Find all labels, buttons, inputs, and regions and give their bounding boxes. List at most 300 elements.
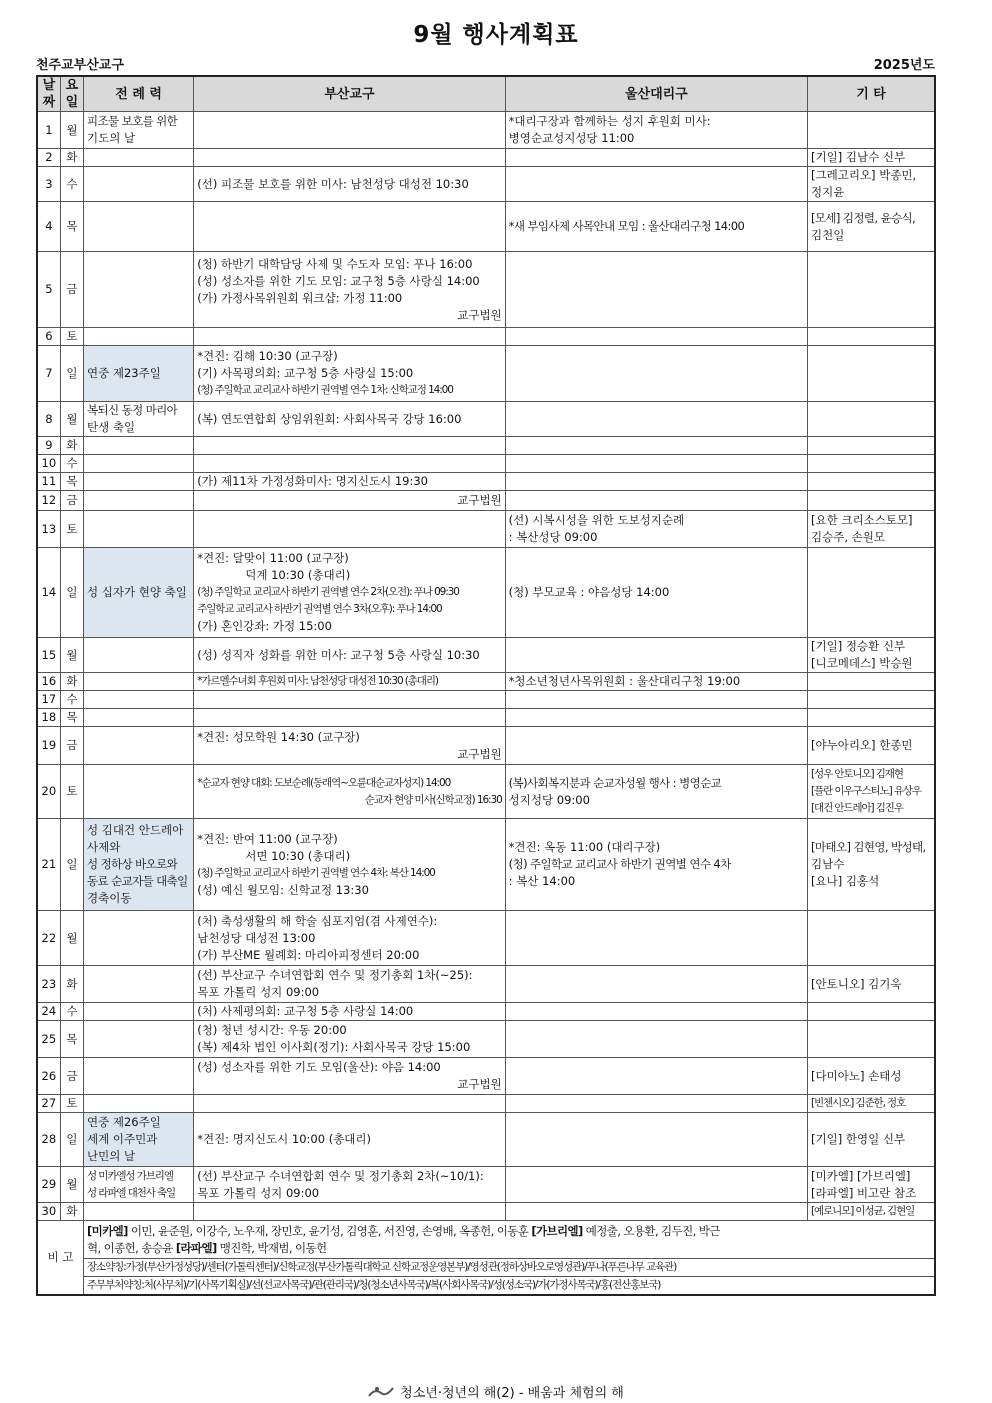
- year-label: 2025년도: [873, 58, 935, 73]
- date-cell: 12: [37, 491, 60, 511]
- col-other-header: 기 타: [808, 76, 935, 112]
- date-cell: 4: [37, 202, 60, 252]
- schedule-row: [37, 1113, 935, 1167]
- ulsan-vicariate-cell: [505, 112, 807, 149]
- day-of-week-cell: 수: [60, 167, 83, 202]
- other-cell: [808, 202, 935, 252]
- ulsan-vicariate-cell: [505, 1021, 807, 1058]
- other-line: [라파엘] 비고란 참조: [811, 1185, 917, 1200]
- schedule-row: [37, 328, 935, 346]
- schedule-row: [37, 252, 935, 328]
- liturgy-cell: [84, 765, 194, 819]
- liturgy-cell: [84, 346, 194, 402]
- busan-diocese-cell: [194, 202, 505, 252]
- other-line: [기일] 김남수 신부: [811, 150, 906, 164]
- ulsan-line: 병영순교성지성당 11:00: [508, 131, 635, 145]
- busan-line: (가) 가정사목위원회 워크샵: 가정 11:00: [197, 290, 403, 305]
- busan-line: 덕계 10:30 (총대리): [245, 568, 351, 582]
- other-cell: [808, 1203, 935, 1221]
- ulsan-vicariate-cell: [505, 455, 807, 473]
- day-of-week-cell: 토: [60, 328, 83, 346]
- ulsan-line: (복)사회복지분과 순교자성월 행사 : 병영순교: [508, 775, 722, 790]
- footer: [0, 1382, 992, 1401]
- ulsan-vicariate-cell: [505, 765, 807, 819]
- busan-diocese-cell: [194, 691, 505, 709]
- ulsan-line: *새 부임사제 사목안내 모임 : 울산대리구청 14:00: [508, 219, 745, 233]
- date-cell: 9: [37, 437, 60, 455]
- ulsan-vicariate-cell: [505, 328, 807, 346]
- ulsan-vicariate-cell: [505, 202, 807, 252]
- lit-line: 기도의 날: [87, 131, 136, 145]
- busan-diocese-cell: [194, 1167, 505, 1203]
- ulsan-vicariate-cell: [505, 1003, 807, 1021]
- other-cell: [808, 638, 935, 673]
- day-of-week-cell: 금: [60, 727, 83, 765]
- schedule-row: [37, 765, 935, 819]
- other-cell: [808, 473, 935, 491]
- lit-line: 난민의 날: [87, 1149, 136, 1163]
- lit-line: 성 정하상 바오로와: [87, 857, 178, 871]
- schedule-row: [37, 455, 935, 473]
- ulsan-vicariate-cell: [505, 548, 807, 638]
- other-cell: [808, 765, 935, 819]
- ulsan-line: *대리구장과 함께하는 성지 후원회 미사:: [508, 114, 711, 128]
- schedule-row: [37, 691, 935, 709]
- busan-line: (복) 제4차 법인 이사회(정기): 사회사목국 강당 15:00: [197, 1040, 471, 1054]
- liturgy-cell: [84, 167, 194, 202]
- date-cell: 8: [37, 402, 60, 437]
- date-cell: 30: [37, 1203, 60, 1221]
- busan-diocese-cell: [194, 455, 505, 473]
- busan-diocese-cell: [194, 966, 505, 1003]
- busan-diocese-cell: [194, 765, 505, 819]
- busan-diocese-cell: [194, 709, 505, 727]
- other-line: 김승주, 손원모: [811, 530, 885, 544]
- busan-line: *견진: 김해 10:30 (교구장): [197, 349, 338, 363]
- schedule-row: [37, 638, 935, 673]
- busan-diocese-cell: [194, 112, 505, 149]
- liturgy-cell: [84, 727, 194, 765]
- day-of-week-cell: 금: [60, 252, 83, 328]
- busan-diocese-cell: [194, 402, 505, 437]
- schedule-row: [37, 1167, 935, 1203]
- other-line: [기일] 정승환 신부: [811, 639, 906, 653]
- other-line: [대건 안드레아] 김진우: [811, 802, 903, 814]
- header-row: [37, 76, 935, 112]
- busan-diocese-cell: [194, 727, 505, 765]
- other-cell: [808, 709, 935, 727]
- other-line: [예로니모] 이성균, 김현일: [811, 1205, 915, 1217]
- other-cell: [808, 1167, 935, 1203]
- ulsan-vicariate-cell: [505, 149, 807, 167]
- day-of-week-cell: 화: [60, 966, 83, 1003]
- other-cell: [808, 548, 935, 638]
- schedule-row: [37, 1058, 935, 1095]
- other-cell: [808, 911, 935, 966]
- busan-diocese-cell: [194, 328, 505, 346]
- ulsan-vicariate-cell: [505, 638, 807, 673]
- liturgy-cell: [84, 1003, 194, 1021]
- day-of-week-cell: 일: [60, 548, 83, 638]
- busan-line: (기) 사목평의회: 교구청 5층 사랑실 15:00: [197, 366, 414, 380]
- col-liturgy-header: 전 례 력: [84, 76, 194, 112]
- other-cell: [808, 149, 935, 167]
- busan-line: (복) 연도연합회 상임위원회: 사회사목국 강당 16:00: [197, 411, 462, 426]
- busan-line: (청) 주일학교 교리교사 하반기 권역별 연수 1차: 신학교정 14:00: [197, 384, 453, 396]
- day-of-week-cell: 목: [60, 1021, 83, 1058]
- schedule-row: [37, 548, 935, 638]
- day-of-week-cell: 일: [60, 1113, 83, 1167]
- day-of-week-cell: 수: [60, 691, 83, 709]
- other-line: 김천일: [811, 227, 845, 242]
- day-of-week-cell: 목: [60, 473, 83, 491]
- lit-line: 복되신 동정 마리아: [87, 403, 178, 417]
- day-of-week-cell: 화: [60, 149, 83, 167]
- other-line: [빈첸시오] 김준한, 정호: [811, 1097, 906, 1109]
- lit-line: 피조물 보호를 위한: [87, 114, 178, 128]
- name-day-notes: [84, 1221, 936, 1259]
- busan-diocese-cell: [194, 167, 505, 202]
- other-cell: [808, 727, 935, 765]
- ulsan-vicariate-cell: [505, 1058, 807, 1095]
- day-of-week-cell: 일: [60, 819, 83, 911]
- schedule-row: [37, 112, 935, 149]
- ulsan-vicariate-cell: [505, 673, 807, 691]
- other-line: [요나] 김홍석: [811, 874, 880, 888]
- other-line: [마태오] 김현영, 박성태,: [811, 840, 926, 854]
- busan-diocese-cell: [194, 346, 505, 402]
- other-line: [다미아노] 손태성: [811, 1068, 902, 1083]
- ulsan-vicariate-cell: [505, 252, 807, 328]
- busan-line: *견진: 반여 11:00 (교구장): [197, 831, 338, 846]
- remarks-label: 비 고: [37, 1221, 84, 1296]
- lit-line: 동료 순교자들 대축일: [87, 874, 188, 888]
- liturgy-cell: [84, 402, 194, 437]
- date-cell: 16: [37, 673, 60, 691]
- date-cell: 2: [37, 149, 60, 167]
- other-cell: [808, 966, 935, 1003]
- other-cell: [808, 673, 935, 691]
- other-cell: [808, 1113, 935, 1167]
- day-of-week-cell: 수: [60, 1003, 83, 1021]
- schedule-row: [37, 473, 935, 491]
- date-cell: 28: [37, 1113, 60, 1167]
- schedule-row: [37, 1095, 935, 1113]
- other-line: [그레고리오] 박종민,: [811, 168, 917, 182]
- liturgy-cell: [84, 691, 194, 709]
- lit-line: 탄생 축일: [87, 420, 136, 434]
- busan-line: 주일학교 교리교사 하반기 권역별 연수 3차(오후): 푸나 14:00: [197, 603, 442, 615]
- busan-line: *순교자 현양 대회: 도보순례(동래역~오륜대순교자성지) 14:00: [197, 776, 451, 789]
- busan-line: (가) 혼인강좌: 가정 15:00: [197, 619, 332, 633]
- schedule-row: [37, 709, 935, 727]
- date-cell: 15: [37, 638, 60, 673]
- schedule-row: [37, 727, 935, 765]
- date-cell: 26: [37, 1058, 60, 1095]
- liturgy-cell: [84, 638, 194, 673]
- busan-line: (성) 예신 월모임: 신학교정 13:30: [197, 882, 369, 897]
- day-of-week-cell: 토: [60, 765, 83, 819]
- schedule-row: [37, 167, 935, 202]
- day-of-week-cell: 월: [60, 638, 83, 673]
- schedule-body: [37, 112, 935, 1221]
- date-cell: 10: [37, 455, 60, 473]
- busan-line: (처) 축성생활의 해 학술 심포지엄(겸 사제연수):: [197, 913, 438, 928]
- date-cell: 1: [37, 112, 60, 149]
- other-line: [니코메데스] 박승원: [811, 656, 913, 670]
- schedule-row: [37, 402, 935, 437]
- lit-line: 성 십자가 현양 축일: [87, 585, 187, 599]
- other-cell: [808, 1003, 935, 1021]
- liturgy-cell: [84, 328, 194, 346]
- footer-slogan: 청소년·청년의 해(2) - 배움과 체험의 해: [400, 1386, 624, 1401]
- day-of-week-cell: 토: [60, 511, 83, 548]
- place-abbreviations: [84, 1259, 936, 1277]
- schedule-row: [37, 1203, 935, 1221]
- col-ulsan-header: 울산대리구: [505, 76, 807, 112]
- busan-diocese-cell: [194, 1095, 505, 1113]
- date-cell: 13: [37, 511, 60, 548]
- other-cell: [808, 455, 935, 473]
- ulsan-vicariate-cell: [505, 691, 807, 709]
- ulsan-vicariate-cell: [505, 727, 807, 765]
- day-of-week-cell: 화: [60, 673, 83, 691]
- busan-line: *견진: 달맞이 11:00 (교구장): [197, 551, 349, 565]
- day-of-week-cell: 금: [60, 491, 83, 511]
- ulsan-vicariate-cell: [505, 819, 807, 911]
- other-cell: [808, 1058, 935, 1095]
- other-line: [요한 크리소스토모]: [811, 513, 913, 527]
- liturgy-cell: [84, 491, 194, 511]
- liturgy-cell: [84, 966, 194, 1003]
- liturgy-cell: [84, 548, 194, 638]
- other-line: [모세] 김정렬, 윤승식,: [811, 210, 916, 225]
- lit-line: 성 미카엘성 가브리엘: [87, 1169, 173, 1182]
- day-of-week-cell: 화: [60, 437, 83, 455]
- liturgy-cell: [84, 709, 194, 727]
- busan-diocese-cell: [194, 638, 505, 673]
- busan-line: 교구법원: [457, 493, 502, 507]
- ulsan-vicariate-cell: [505, 511, 807, 548]
- schedule-row: [37, 346, 935, 402]
- liturgy-cell: [84, 1021, 194, 1058]
- other-cell: [808, 691, 935, 709]
- schedule-row: [37, 437, 935, 455]
- busan-diocese-cell: [194, 1058, 505, 1095]
- busan-line: (청) 주일학교 교리교사 하반기 권역별 연수 4차: 복산 14:00: [197, 866, 435, 879]
- ulsan-vicariate-cell: [505, 1203, 807, 1221]
- date-cell: 5: [37, 252, 60, 328]
- busan-diocese-cell: [194, 1003, 505, 1021]
- busan-diocese-cell: [194, 911, 505, 966]
- date-cell: 29: [37, 1167, 60, 1203]
- ulsan-vicariate-cell: [505, 167, 807, 202]
- busan-diocese-cell: [194, 673, 505, 691]
- other-line: [미카엘] [가브리엘]: [811, 1168, 911, 1183]
- busan-diocese-cell: [194, 819, 505, 911]
- busan-line: 교구법원: [457, 1077, 502, 1091]
- ulsan-line: (청) 주일학교 교리교사 하반기 권역별 연수 4차: [508, 857, 731, 871]
- busan-line: *견진: 성모학원 14:30 (교구장): [197, 729, 360, 744]
- other-cell: [808, 1021, 935, 1058]
- liturgy-cell: [84, 1167, 194, 1203]
- organization-name: 천주교부산교구: [36, 58, 124, 73]
- michael-names: 이민, 윤준원, 이강수, 노우재, 장민호, 윤기성, 김영훈, 서진영, 손영배, 옥종헌, 이동훈: [127, 1223, 532, 1238]
- ulsan-vicariate-cell: [505, 709, 807, 727]
- other-line: 김남수: [811, 857, 845, 871]
- schedule-row: [37, 819, 935, 911]
- day-of-week-cell: 목: [60, 709, 83, 727]
- other-cell: [808, 491, 935, 511]
- liturgy-cell: [84, 473, 194, 491]
- busan-line: 목포 가톨릭 성지 09:00: [197, 985, 320, 999]
- busan-line: 목포 가톨릭 성지 09:00: [197, 1185, 320, 1200]
- col-dow-header: 요일: [60, 76, 83, 112]
- date-cell: 22: [37, 911, 60, 966]
- schedule-row: [37, 966, 935, 1003]
- ulsan-vicariate-cell: [505, 473, 807, 491]
- busan-line: (성) 성직자 성화를 위한 미사: 교구청 5층 사랑실 10:30: [197, 647, 480, 662]
- ulsan-vicariate-cell: [505, 437, 807, 455]
- lit-line: 세계 이주민과: [87, 1132, 158, 1146]
- day-of-week-cell: 수: [60, 455, 83, 473]
- liturgy-cell: [84, 511, 194, 548]
- liturgy-cell: [84, 911, 194, 966]
- ulsan-line: *견진: 옥동 11:00 (대리구장): [508, 840, 661, 854]
- liturgy-cell: [84, 437, 194, 455]
- busan-line: 순교자 현양 미사(신학교정) 16:30: [364, 793, 502, 806]
- busan-diocese-cell: [194, 252, 505, 328]
- office-abbreviations: [84, 1277, 936, 1296]
- date-cell: 20: [37, 765, 60, 819]
- date-cell: 3: [37, 167, 60, 202]
- liturgy-cell: [84, 1095, 194, 1113]
- ulsan-vicariate-cell: [505, 1113, 807, 1167]
- busan-line: (성) 성소자를 위한 기도 모임(울산): 야음 14:00: [197, 1060, 441, 1074]
- busan-line: (선) 피조물 보호를 위한 미사: 남천성당 대성전 10:30: [197, 176, 469, 191]
- liturgy-cell: [84, 1113, 194, 1167]
- ulsan-line: 성지성당 09:00: [508, 792, 590, 807]
- place-abbreviations-text: 장소약칭:가정(부산가정성당)/센터(가톨릭센터)/신학교정(부산가톨릭대학교 신학교정운영본부)/영성관(정하상바오로영성관)/푸나(푸른나무 교육관): [87, 1261, 677, 1273]
- date-cell: 25: [37, 1021, 60, 1058]
- busan-diocese-cell: [194, 437, 505, 455]
- other-line: [야누아리오] 한종민: [811, 738, 913, 752]
- busan-diocese-cell: [194, 1203, 505, 1221]
- ulsan-line: : 복산성당 09:00: [508, 530, 598, 544]
- busan-line: 교구법원: [457, 307, 502, 322]
- other-cell: [808, 819, 935, 911]
- busan-line: (청) 청년 성시간: 우동 20:00: [197, 1023, 347, 1037]
- busan-line: (선) 부산교구 수녀연합회 연수 및 정기총회 2차(~10/1):: [197, 1168, 484, 1183]
- date-cell: 6: [37, 328, 60, 346]
- date-cell: 14: [37, 548, 60, 638]
- other-cell: [808, 112, 935, 149]
- busan-diocese-cell: [194, 511, 505, 548]
- day-of-week-cell: 금: [60, 1058, 83, 1095]
- day-of-week-cell: 토: [60, 1095, 83, 1113]
- office-abbreviations-text: 주무부처약칭:처(사무처)/기(사목기획실)/선(선교사목국)/관(관리국)/청(청소년사목국)/복(사회사목국)/성(성소국)/가(가정사목국)/홍(전산홍보국): [87, 1279, 661, 1291]
- other-cell: [808, 402, 935, 437]
- schedule-row: [37, 511, 935, 548]
- liturgy-cell: [84, 673, 194, 691]
- busan-line: (처) 사제평의회: 교구청 5층 사랑실 14:00: [197, 1004, 414, 1018]
- schedule-row: [37, 491, 935, 511]
- other-cell: [808, 167, 935, 202]
- lit-line: 성 김대건 안드레아: [87, 823, 184, 837]
- ulsan-vicariate-cell: [505, 966, 807, 1003]
- busan-line: (성) 성소자를 위한 기도 모임: 교구청 5층 사랑실 14:00: [197, 273, 480, 288]
- col-date-header: 날짜: [37, 76, 60, 112]
- busan-line: 남천성당 대성전 13:00: [197, 930, 316, 945]
- date-cell: 7: [37, 346, 60, 402]
- liturgy-cell: [84, 252, 194, 328]
- other-line: 정지윤: [811, 185, 845, 199]
- liturgy-cell: [84, 1058, 194, 1095]
- liturgy-cell: [84, 1203, 194, 1221]
- schedule-table: [36, 75, 936, 1296]
- liturgy-cell: [84, 819, 194, 911]
- busan-line: (가) 제11차 가정성화미사: 명지신도시 19:30: [197, 474, 428, 488]
- date-cell: 17: [37, 691, 60, 709]
- michael-tag: [미카엘]: [87, 1223, 128, 1238]
- busan-line: *견진: 명지신도시 10:00 (총대리): [197, 1132, 372, 1146]
- busan-line: (청) 하반기 대학담당 사제 및 수도자 모임: 푸나 16:00: [197, 256, 473, 271]
- other-cell: [808, 437, 935, 455]
- raphael-tag: [라파엘]: [175, 1240, 217, 1255]
- col-busan-header: 부산교구: [194, 76, 505, 112]
- busan-diocese-cell: [194, 548, 505, 638]
- day-of-week-cell: 화: [60, 1203, 83, 1221]
- liturgy-cell: [84, 455, 194, 473]
- schedule-row: [37, 1021, 935, 1058]
- gabriel-tag: [가브리엘]: [531, 1223, 583, 1238]
- other-cell: [808, 511, 935, 548]
- date-cell: 27: [37, 1095, 60, 1113]
- date-cell: 21: [37, 819, 60, 911]
- liturgy-cell: [84, 112, 194, 149]
- day-of-week-cell: 목: [60, 202, 83, 252]
- ulsan-vicariate-cell: [505, 911, 807, 966]
- busan-diocese-cell: [194, 491, 505, 511]
- page-title: 9월 행사계획표: [413, 22, 579, 48]
- ulsan-vicariate-cell: [505, 346, 807, 402]
- ulsan-vicariate-cell: [505, 491, 807, 511]
- busan-line: (선) 부산교구 수녀연합회 연수 및 정기총회 1차(~25):: [197, 968, 473, 982]
- schedule-row: [37, 911, 935, 966]
- other-line: [안토니오] 김기욱: [811, 976, 902, 991]
- day-of-week-cell: 월: [60, 1167, 83, 1203]
- date-cell: 23: [37, 966, 60, 1003]
- busan-line: 서면 10:30 (총대리): [245, 848, 351, 863]
- lit-line: 경축이동: [87, 891, 132, 905]
- ulsan-line: : 복산 14:00: [508, 874, 576, 888]
- day-of-week-cell: 일: [60, 346, 83, 402]
- busan-diocese-cell: [194, 473, 505, 491]
- lit-line: 성 라파엘 대천사 축일: [87, 1186, 176, 1199]
- schedule-row: [37, 202, 935, 252]
- liturgy-cell: [84, 202, 194, 252]
- raphael-names: 맹진학, 박재범, 이동헌: [216, 1240, 327, 1255]
- ulsan-line: *청소년청년사목위원회 : 울산대리구청 19:00: [508, 674, 741, 688]
- liturgy-cell: [84, 149, 194, 167]
- schedule-row: [37, 1003, 935, 1021]
- busan-line: (청) 주일학교 교리교사 하반기 권역별 연수 2차(오전): 푸나 09:30: [197, 586, 459, 598]
- ulsan-line: (선) 시복시성을 위한 도보성지순례: [508, 513, 685, 527]
- schedule-row: [37, 673, 935, 691]
- date-cell: 18: [37, 709, 60, 727]
- lit-line: 연중 제23주일: [87, 366, 161, 380]
- busan-diocese-cell: [194, 1021, 505, 1058]
